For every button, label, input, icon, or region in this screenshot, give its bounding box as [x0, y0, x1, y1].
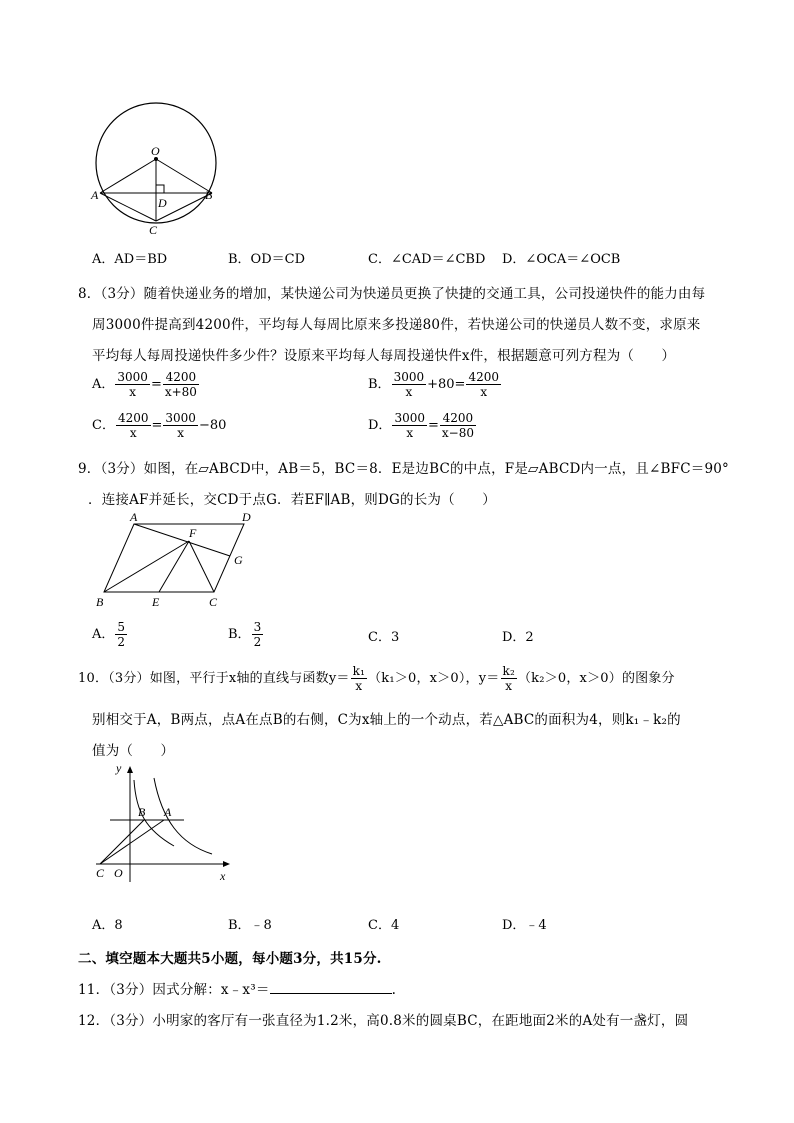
label-b: B: [96, 595, 104, 609]
label-g: G: [234, 553, 243, 567]
q11-line: 11．（3分）因式分解：x﹣x³＝ .: [78, 982, 397, 998]
label-o: O: [114, 866, 123, 880]
segment-cf: [189, 541, 214, 592]
q11-answer-blank: [270, 981, 392, 994]
q10-option-a: A．8: [92, 918, 123, 933]
parallelogram-abcd: [104, 524, 244, 592]
segment-cb: [100, 820, 144, 864]
label-b: B: [205, 188, 213, 202]
q7-option-a: A．AD＝BD: [92, 252, 168, 267]
q10-line-2: 别相交于A，B两点，点A在点B的右侧，C为x轴上的一个动点，若△ABC的面积为4，则k₁﹣k₂的: [92, 712, 681, 728]
x-axis-arrow: [223, 861, 230, 867]
segment-ag: [134, 524, 230, 556]
label-a: A: [164, 805, 172, 819]
q9-option-c: C．3: [368, 630, 400, 645]
label-c: C: [96, 866, 105, 880]
q7-option-b: B．OD＝CD: [228, 252, 306, 267]
q7-option-c: C．∠CAD＝∠CBD: [368, 252, 486, 267]
label-c: C: [149, 223, 158, 237]
q10-option-d: D．﹣4: [502, 918, 547, 933]
q9-option-d: D．2: [502, 630, 534, 645]
q9-line-2: ．连接AF并延长，交CD于点G．若EF∥AB，则DG的长为（ ）: [88, 492, 496, 508]
label-b: B: [138, 805, 146, 819]
q8-line-3: 平均每人每周投递快件多少件？设原来平均每人每周投递快件x件，根据题意可列方程为（ ）: [92, 348, 676, 364]
q8-option-d: D． $\frac{3000}{x}$ = $\frac{4200}{x-80}$: [368, 411, 474, 440]
q8-line-1: 8．（3分）随着快递业务的增加，某快递公司为快递员更换了快捷的交通工具，公司投递快件的能力由每: [78, 286, 706, 302]
q12-line-1: 12．（3分）小明家的客厅有一张直径为1.2米，高0.8米的圆桌BC，在距地面2米的A处有一盏灯，圆: [78, 1013, 689, 1029]
segment-ef: [159, 541, 189, 592]
section-2-heading: 二、填空题本大题共5小题，每小题3分，共15分.: [78, 951, 382, 967]
q10-graph-figure: [92, 760, 242, 885]
segment-oa: [100, 159, 156, 193]
q7-option-d: D．∠OCA＝∠OCB: [502, 252, 621, 267]
q8-option-a: A． $\frac{3000}{x}$ = $\frac{4200}{x+80}$: [92, 370, 197, 399]
label-c: C: [209, 595, 218, 609]
label-y: y: [116, 761, 122, 775]
q10-option-b: B．﹣8: [228, 918, 272, 933]
q9-parallelogram-figure: [92, 512, 262, 612]
label-o: O: [151, 144, 160, 158]
segment-ac: [100, 193, 156, 221]
label-x: x: [220, 869, 226, 883]
q9-option-a: A． $\frac{5}{2}$: [92, 620, 126, 649]
segment-bf: [104, 541, 189, 592]
q8-line-2: 周3000件提高到4200件，平均每人每周比原来多投递80件，若快递公司的快递员人数不变，求原来: [92, 317, 701, 333]
q7-circle-figure: [88, 95, 228, 240]
label-e: E: [152, 595, 160, 609]
label-a: A: [91, 188, 99, 202]
q10-line-3: 值为（ ）: [92, 743, 175, 759]
label-a: A: [130, 512, 138, 524]
q10-line-1: 10．（3分）如图，平行于x轴的直线与函数y＝ $\frac{\text{k₁}}{x}$ （k₁＞0，x＞0），y＝ $\frac{\text{k₂}}{x}$ （k₂＞0，x＞0）的图象分: [78, 664, 675, 693]
y-axis-arrow: [127, 766, 133, 773]
label-d: D: [242, 512, 251, 524]
curve-k1: [154, 778, 212, 854]
q10-option-c: C．4: [368, 918, 400, 933]
label-f: F: [189, 526, 197, 540]
segment-ca: [100, 820, 164, 864]
label-d: D: [158, 196, 167, 210]
q8-option-b: B． $\frac{3000}{x}$ +80= $\frac{4200}{x}$: [368, 370, 499, 399]
right-angle-mark: [156, 185, 164, 193]
q9-option-b: B． $\frac{3}{2}$: [228, 620, 262, 649]
q8-option-c: C． $\frac{4200}{x}$ = $\frac{3000}{x}$ −80: [92, 411, 227, 440]
q9-line-1: 9．（3分）如图，在▱ABCD中，AB＝5，BC＝8．E是边BC的中点，F是▱ABCD内一点，且∠BFC＝90°: [78, 461, 729, 477]
